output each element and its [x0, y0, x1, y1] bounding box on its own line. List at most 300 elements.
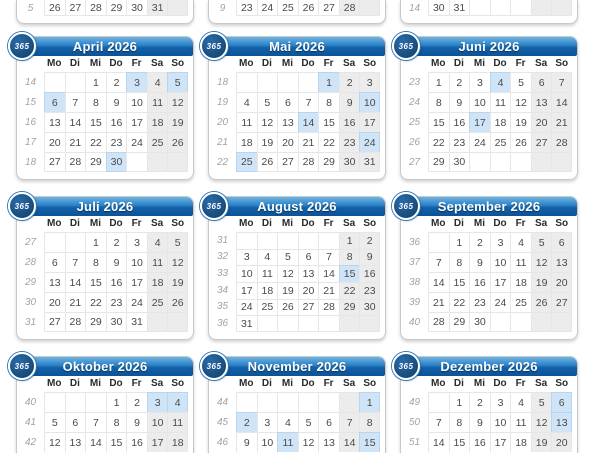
day-cell: 15	[449, 272, 470, 292]
day-cell: 2	[126, 392, 147, 412]
day-cell: 21	[428, 292, 449, 312]
day-cell: 4	[510, 392, 531, 412]
day-cell: 6	[277, 92, 298, 112]
empty-day-cell	[65, 392, 86, 412]
day-cell: 5	[44, 412, 65, 432]
day-cell: 27	[531, 132, 552, 152]
empty-day-cell	[277, 315, 298, 332]
day-cell: 1	[85, 72, 106, 92]
day-cell: 1	[359, 392, 380, 412]
day-cell: 7	[318, 249, 339, 266]
day-cell: 28	[298, 152, 319, 172]
day-cell: 6	[65, 412, 86, 432]
month-header	[206, 197, 385, 216]
day-cell: 2	[106, 232, 127, 252]
day-cell: 12	[167, 252, 188, 272]
weekday-label: Mi	[473, 58, 485, 69]
calendar-week-number: 36	[216, 318, 229, 330]
day-cell: 1	[449, 392, 470, 412]
month-title[interactable]: Dezember 2026	[440, 359, 538, 374]
day-cell: 29	[339, 299, 360, 316]
day-cell: 22	[339, 282, 360, 299]
day-cell: 17	[469, 112, 490, 132]
weekday-label: Fr	[323, 58, 334, 69]
month-title[interactable]: Mai 2026	[269, 39, 325, 54]
day-cell: 16	[106, 112, 127, 132]
day-cell: 24	[490, 292, 511, 312]
day-cell: 19	[531, 272, 552, 292]
day-cell: 10	[359, 92, 380, 112]
weekday-label: So	[363, 218, 377, 229]
month-row	[16, 356, 600, 453]
month-card	[400, 356, 578, 453]
day-cell: 30	[469, 312, 490, 332]
weekday-label: Do	[109, 218, 123, 229]
day-cell: 22	[449, 292, 470, 312]
day-cell: 11	[147, 252, 168, 272]
day-cell: 4	[236, 92, 257, 112]
day-cell: 19	[167, 272, 188, 292]
day-cell: 9	[469, 412, 490, 432]
day-cell: 10	[236, 265, 257, 282]
day-cell: 2	[469, 232, 490, 252]
day-cell: 20	[531, 112, 552, 132]
empty-day-cell	[359, 315, 380, 332]
day-cell: 12	[510, 92, 531, 112]
weekday-label: Do	[301, 378, 315, 389]
day-cell: 2	[359, 232, 380, 249]
month-title[interactable]: Juni 2026	[458, 39, 520, 54]
logo-badge-365[interactable]: 365	[8, 192, 36, 220]
day-cell: 23	[106, 292, 127, 312]
day-cell: 26	[277, 299, 298, 316]
day-cell: 7	[551, 72, 572, 92]
calendar-week-number: 31	[24, 316, 37, 328]
day-cell: 13	[298, 265, 319, 282]
weekday-label: Mi	[89, 378, 101, 389]
day-cell: 26	[167, 292, 188, 312]
day-cell: 2	[339, 72, 360, 92]
day-cell: 27	[44, 312, 65, 332]
weekday-label: Di	[261, 218, 272, 229]
day-cell: 15	[85, 112, 106, 132]
month-day-grid	[17, 216, 193, 332]
weekday-label: Di	[69, 58, 80, 69]
day-cell: 6	[298, 249, 319, 266]
day-cell: 13	[277, 112, 298, 132]
calendar-week-number: 21	[216, 136, 229, 148]
day-cell: 18	[490, 112, 511, 132]
day-cell: 11	[510, 412, 531, 432]
day-cell: 18	[510, 432, 531, 452]
day-cell: 5	[510, 72, 531, 92]
weekday-label: Sa	[535, 378, 548, 389]
calendar-week-number: 31	[216, 234, 229, 246]
day-cell: 29	[106, 0, 127, 16]
day-cell: 8	[85, 92, 106, 112]
day-cell: 29	[449, 312, 470, 332]
month-card	[16, 196, 194, 340]
logo-badge-365[interactable]: 365	[200, 32, 228, 60]
month-card	[208, 356, 386, 453]
day-cell: 16	[469, 432, 490, 452]
day-cell: 14	[85, 432, 106, 452]
empty-day-cell	[318, 392, 339, 412]
day-cell: 14	[339, 432, 360, 452]
day-cell: 6	[551, 232, 572, 252]
empty-day-cell	[257, 72, 278, 92]
weekday-label: Mo	[47, 58, 62, 69]
day-cell: 29	[428, 152, 449, 172]
calendar-week-number: 26	[408, 136, 421, 148]
empty-day-cell	[428, 232, 449, 252]
weekday-label: Mo	[47, 218, 62, 229]
day-cell: 10	[490, 412, 511, 432]
weekday-label: Mo	[431, 58, 446, 69]
day-cell: 15	[318, 112, 339, 132]
calendar-week-number: 18	[24, 156, 37, 168]
day-cell: 19	[510, 112, 531, 132]
day-cell: 15	[359, 432, 380, 452]
month-title[interactable]: November 2026	[247, 359, 347, 374]
day-cell: 5	[167, 72, 188, 92]
day-cell: 19	[257, 132, 278, 152]
empty-day-cell	[510, 0, 531, 16]
day-cell: 27	[65, 0, 86, 16]
month-header	[398, 37, 577, 56]
weekday-label: Sa	[343, 378, 356, 389]
calendar-week-number: 30	[24, 296, 37, 308]
day-cell: 26	[257, 152, 278, 172]
empty-day-cell	[44, 392, 65, 412]
calendar-week-number: 20	[216, 116, 229, 128]
calendar-week-number: 36	[408, 236, 421, 248]
calendar-week-number: 14	[24, 76, 37, 88]
empty-day-cell	[298, 72, 319, 92]
empty-day-cell	[469, 152, 490, 172]
logo-badge-365[interactable]: 365	[8, 32, 36, 60]
month-header	[14, 37, 193, 56]
calendar-week-number: 33	[216, 268, 229, 280]
empty-day-cell	[167, 312, 188, 332]
day-cell: 8	[339, 249, 360, 266]
day-cell: 9	[469, 252, 490, 272]
empty-day-cell	[65, 72, 86, 92]
month-title[interactable]: August 2026	[257, 199, 337, 214]
weekday-label: Mi	[281, 58, 293, 69]
calendar-week-number: 50	[408, 416, 421, 428]
calendar-week-number: 51	[408, 436, 421, 448]
day-cell: 30	[106, 152, 127, 172]
day-cell: 5	[531, 232, 552, 252]
weekday-label: So	[363, 58, 377, 69]
weekday-label: Di	[69, 378, 80, 389]
empty-day-cell	[257, 392, 278, 412]
empty-day-cell	[531, 152, 552, 172]
day-cell: 14	[65, 272, 86, 292]
weekday-label: Di	[453, 58, 464, 69]
day-cell: 4	[490, 72, 511, 92]
day-cell: 7	[428, 252, 449, 272]
day-cell: 19	[531, 432, 552, 452]
day-cell: 8	[106, 412, 127, 432]
weekday-label: Mi	[281, 218, 293, 229]
weekday-label: Mo	[431, 218, 446, 229]
month-header	[206, 37, 385, 56]
weekday-label: Mo	[47, 378, 62, 389]
day-cell: 9	[236, 432, 257, 452]
calendar-week-number: 42	[24, 436, 37, 448]
day-cell: 27	[318, 0, 339, 16]
month-title[interactable]: April 2026	[72, 39, 138, 54]
weekday-label: Di	[261, 58, 272, 69]
day-cell: 1	[106, 392, 127, 412]
day-cell: 14	[428, 432, 449, 452]
day-cell: 1	[85, 232, 106, 252]
day-cell: 16	[106, 272, 127, 292]
weekday-label: Sa	[343, 218, 356, 229]
empty-day-cell	[257, 315, 278, 332]
day-cell: 28	[85, 0, 106, 16]
calendar-week-number: 19	[216, 96, 229, 108]
logo-badge-365[interactable]: 365	[392, 192, 420, 220]
day-cell: 5	[298, 412, 319, 432]
calendar-week-number: 40	[24, 396, 37, 408]
logo-badge-365[interactable]: 365	[200, 352, 228, 380]
day-cell: 31	[126, 312, 147, 332]
day-cell: 28	[65, 152, 86, 172]
day-cell: 9	[449, 92, 470, 112]
day-cell: 30	[449, 152, 470, 172]
logo-badge-365[interactable]: 365	[392, 32, 420, 60]
logo-badge-365[interactable]: 365	[392, 352, 420, 380]
day-cell: 11	[490, 92, 511, 112]
day-cell: 1	[428, 72, 449, 92]
month-title[interactable]: September 2026	[437, 199, 541, 214]
day-cell: 23	[469, 292, 490, 312]
day-cell: 24	[257, 0, 278, 16]
day-cell: 12	[257, 112, 278, 132]
empty-day-cell	[44, 72, 65, 92]
day-cell: 24	[359, 132, 380, 152]
day-cell: 31	[359, 152, 380, 172]
day-cell: 14	[318, 265, 339, 282]
day-cell: 1	[449, 232, 470, 252]
calendar-week-number: 23	[408, 76, 421, 88]
day-cell: 10	[257, 432, 278, 452]
day-cell: 31	[236, 315, 257, 332]
day-cell: 6	[44, 252, 65, 272]
month-card	[208, 36, 386, 180]
weekday-label: Do	[301, 58, 315, 69]
day-cell: 12	[531, 252, 552, 272]
day-cell: 15	[106, 432, 127, 452]
day-cell: 16	[449, 112, 470, 132]
day-cell: 24	[126, 292, 147, 312]
weekday-label: Do	[109, 378, 123, 389]
day-cell: 3	[126, 232, 147, 252]
empty-day-cell	[490, 312, 511, 332]
day-cell: 7	[428, 412, 449, 432]
day-cell: 2	[236, 412, 257, 432]
month-day-grid	[209, 216, 385, 332]
weekday-label: Fr	[515, 58, 526, 69]
weekday-label: So	[555, 378, 569, 389]
day-cell: 28	[318, 299, 339, 316]
empty-day-cell	[531, 0, 552, 16]
day-cell: 25	[510, 292, 531, 312]
day-cell: 19	[277, 282, 298, 299]
day-cell: 7	[65, 92, 86, 112]
day-cell: 28	[339, 0, 360, 16]
weekday-label: So	[171, 378, 185, 389]
day-cell: 5	[531, 392, 552, 412]
day-cell: 16	[359, 265, 380, 282]
day-cell: 6	[44, 92, 65, 112]
weekday-label: Do	[301, 218, 315, 229]
month-day-grid	[209, 56, 385, 172]
empty-day-cell	[147, 312, 168, 332]
calendar-week-number: 29	[24, 276, 37, 288]
partial-month-card	[16, 0, 194, 24]
day-cell: 4	[147, 232, 168, 252]
day-cell: 2	[106, 72, 127, 92]
day-cell: 21	[551, 112, 572, 132]
day-cell: 4	[147, 72, 168, 92]
day-cell: 20	[277, 132, 298, 152]
day-cell: 13	[44, 272, 65, 292]
calendar-week-number: 39	[408, 296, 421, 308]
calendar-week-number: 32	[216, 251, 229, 263]
empty-day-cell	[277, 72, 298, 92]
day-cell: 11	[147, 92, 168, 112]
day-cell: 6	[551, 392, 572, 412]
day-cell: 2	[469, 392, 490, 412]
day-cell: 26	[510, 132, 531, 152]
day-cell: 22	[318, 132, 339, 152]
month-title[interactable]: Juli 2026	[76, 199, 134, 214]
day-cell: 31	[147, 0, 168, 16]
day-cell: 12	[531, 412, 552, 432]
day-cell: 18	[147, 272, 168, 292]
month-row	[16, 196, 600, 340]
day-cell: 11	[167, 412, 188, 432]
day-cell: 19	[167, 112, 188, 132]
clipped-top-month-row	[16, 0, 600, 24]
day-cell: 4	[257, 249, 278, 266]
day-cell: 2	[449, 72, 470, 92]
day-cell: 17	[359, 112, 380, 132]
empty-day-cell	[551, 152, 572, 172]
day-cell: 11	[257, 265, 278, 282]
day-cell: 18	[257, 282, 278, 299]
day-cell: 1	[318, 72, 339, 92]
day-cell: 25	[490, 132, 511, 152]
day-cell: 8	[449, 252, 470, 272]
day-cell: 13	[65, 432, 86, 452]
day-cell: 3	[147, 392, 168, 412]
weekday-label: So	[555, 218, 569, 229]
weekday-label: Sa	[535, 218, 548, 229]
day-cell: 29	[85, 312, 106, 332]
day-cell: 20	[298, 282, 319, 299]
calendar-week-number: 35	[216, 301, 229, 313]
month-day-grid	[17, 56, 193, 172]
day-cell: 3	[469, 72, 490, 92]
empty-day-cell	[277, 232, 298, 249]
day-cell: 3	[359, 72, 380, 92]
day-cell: 24	[126, 132, 147, 152]
month-day-grid	[209, 376, 385, 452]
day-cell: 23	[236, 0, 257, 16]
weekday-label: Mo	[431, 378, 446, 389]
month-header	[14, 197, 193, 216]
month-row	[16, 36, 600, 180]
day-cell: 26	[167, 132, 188, 152]
month-card	[400, 36, 578, 180]
month-card	[208, 196, 386, 340]
day-cell: 15	[428, 112, 449, 132]
empty-day-cell	[339, 315, 360, 332]
day-cell: 10	[490, 252, 511, 272]
day-cell: 12	[44, 432, 65, 452]
day-cell: 26	[531, 292, 552, 312]
empty-day-cell	[510, 312, 531, 332]
month-title[interactable]: Oktober 2026	[62, 359, 148, 374]
month-card	[16, 356, 194, 453]
empty-day-cell	[318, 232, 339, 249]
day-cell: 21	[318, 282, 339, 299]
calendar-week-number: 18	[216, 76, 229, 88]
empty-day-cell	[359, 0, 380, 16]
day-cell: 3	[490, 392, 511, 412]
weekday-label: Mi	[473, 378, 485, 389]
weekday-label: Do	[493, 58, 507, 69]
day-cell: 24	[236, 299, 257, 316]
calendar-week-number: 5	[27, 2, 34, 14]
empty-day-cell	[531, 312, 552, 332]
day-cell: 5	[167, 232, 188, 252]
weekday-label: So	[555, 58, 569, 69]
empty-day-cell	[65, 232, 86, 252]
day-cell: 31	[449, 0, 470, 16]
month-header	[206, 357, 385, 376]
month-header	[398, 197, 577, 216]
day-cell: 20	[44, 292, 65, 312]
day-cell: 5	[257, 92, 278, 112]
weekday-label: Di	[453, 378, 464, 389]
month-day-grid	[401, 376, 577, 452]
calendar-week-number: 15	[24, 96, 37, 108]
empty-day-cell	[428, 392, 449, 412]
logo-badge-365[interactable]: 365	[200, 192, 228, 220]
empty-day-cell	[236, 392, 257, 412]
day-cell: 4	[167, 392, 188, 412]
calendar-week-number: 16	[24, 116, 37, 128]
day-cell: 13	[551, 252, 572, 272]
day-cell: 25	[236, 152, 257, 172]
day-cell: 27	[551, 292, 572, 312]
day-cell: 28	[428, 312, 449, 332]
day-cell: 17	[147, 432, 168, 452]
month-day-grid	[209, 0, 385, 16]
empty-day-cell	[257, 232, 278, 249]
day-cell: 7	[85, 412, 106, 432]
logo-badge-365[interactable]: 365	[8, 352, 36, 380]
day-cell: 6	[531, 72, 552, 92]
weekday-label: Sa	[151, 58, 164, 69]
day-cell: 21	[65, 292, 86, 312]
